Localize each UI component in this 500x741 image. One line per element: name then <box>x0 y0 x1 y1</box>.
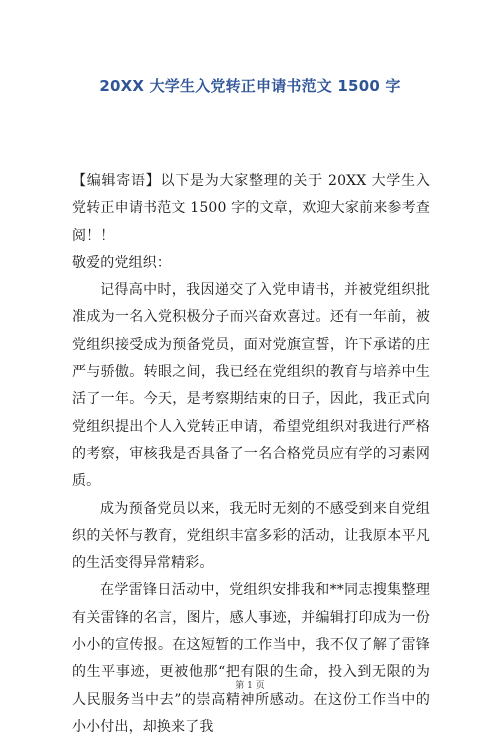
page-number: 第 1 页 <box>235 681 265 691</box>
editor-note-paragraph: 【编辑寄语】以下是为大家整理的关于 20XX 大学生入党转正申请书范文 1500 字的文章，欢迎大家前来参考查阅！！ <box>72 173 430 244</box>
salutation: 敬爱的党组织： <box>72 254 172 271</box>
body-paragraph-2: 成为预备党员以来，我无时无刻的不感受到来自党组织的关怀与教育，党组织丰富多彩的活动，让我原本平凡的生活变得异常精彩。 <box>72 500 430 572</box>
body-paragraph-1: 记得高中时，我因递交了入党申请书，并被党组织批准成为一名入党积极分子而兴奋欢喜过。还有一年前，被党组织接受成为预备党员，面对党旗宣誓，许下承诺的庄严与骄傲。转眼之间，我已经在党组织的教育与培养中生活了一年。今天，是考察期结束的日子，因此，我正式向党组织提出个人入党转正申请，希望党组织对我进行严格的考察，审核我是否具备了一名合格党员应有学的习素网质。 <box>72 282 430 490</box>
document-title: 20XX 大学生入党转正申请书范文 1500 字 <box>99 77 401 95</box>
document-body <box>72 168 430 741</box>
body-paragraph-3: 在学雷锋日活动中，党组织安排我和**同志搜集整理有关雷锋的名言，图片，感人事迹，并编辑打印成为一份小小的宣传报。在这短暂的工作当中，我不仅了解了雷锋的生平事迹，更被他那“把有限的生命，投入到无限的为人民服务当中去”的崇高精神所感动。在这份工作当中的小小付出，却换来了我 <box>72 582 430 735</box>
